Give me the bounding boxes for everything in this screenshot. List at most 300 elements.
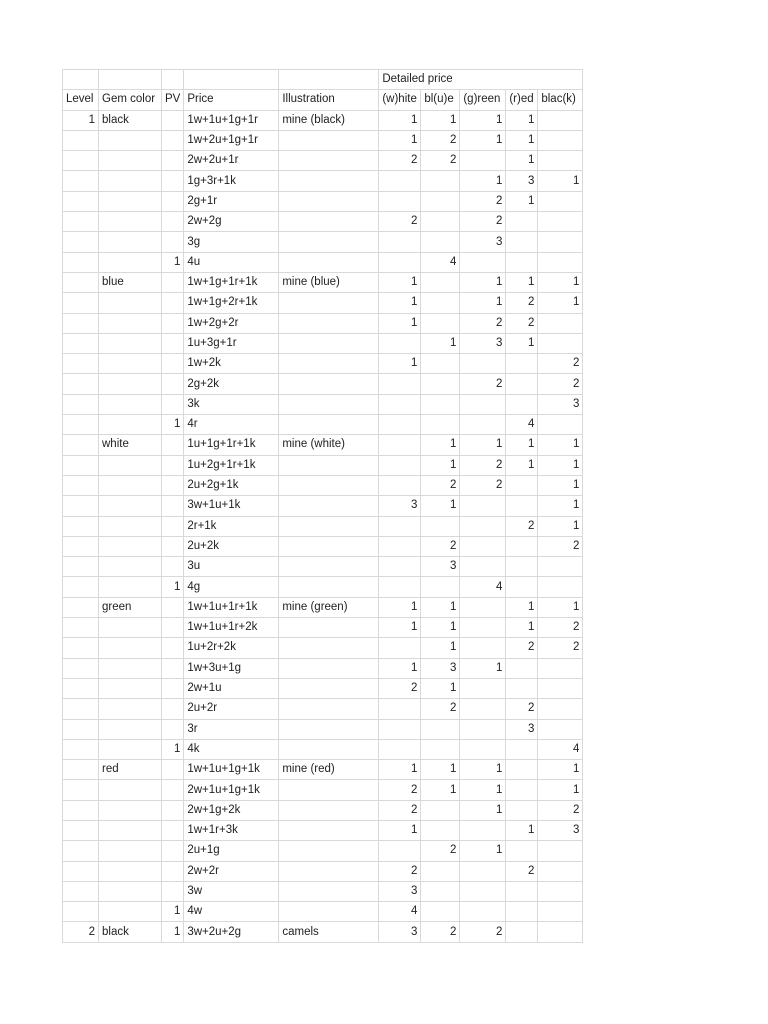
cell-gem-color[interactable] <box>99 536 162 556</box>
cell-gem-color[interactable] <box>99 516 162 536</box>
cell-pv[interactable] <box>162 333 184 353</box>
cell-green[interactable] <box>460 638 506 658</box>
cell-white[interactable]: 1 <box>379 130 421 150</box>
cell-illustration[interactable] <box>279 739 379 759</box>
cell-blue[interactable]: 1 <box>421 435 460 455</box>
cell-green[interactable] <box>460 597 506 617</box>
cell-level[interactable] <box>63 191 99 211</box>
cell-black[interactable]: 1 <box>538 597 583 617</box>
cell-white[interactable]: 1 <box>379 618 421 638</box>
cell-white[interactable]: 1 <box>379 760 421 780</box>
cell-level[interactable] <box>63 313 99 333</box>
cell-black[interactable] <box>538 333 583 353</box>
cell-illustration[interactable] <box>279 171 379 191</box>
cell-level[interactable] <box>63 760 99 780</box>
cell-black[interactable] <box>538 557 583 577</box>
cell-illustration[interactable] <box>279 293 379 313</box>
cell-green[interactable] <box>460 699 506 719</box>
cell-gem-color[interactable] <box>99 475 162 495</box>
cell-green[interactable]: 2 <box>460 922 506 942</box>
cell-illustration[interactable] <box>279 861 379 881</box>
cell-gem-color[interactable] <box>99 678 162 698</box>
cell-gem-color[interactable] <box>99 455 162 475</box>
cell-white[interactable] <box>379 333 421 353</box>
cell-price[interactable]: 2g+1r <box>184 191 279 211</box>
cell-illustration[interactable] <box>279 557 379 577</box>
cell-black[interactable] <box>538 130 583 150</box>
cell-level[interactable] <box>63 719 99 739</box>
cell-blue[interactable] <box>421 739 460 759</box>
cell-level[interactable] <box>63 820 99 840</box>
cell-white[interactable]: 3 <box>379 496 421 516</box>
cell-illustration[interactable] <box>279 618 379 638</box>
cell-price[interactable]: 1w+1u+1r+2k <box>184 618 279 638</box>
cell-gem-color[interactable] <box>99 191 162 211</box>
cell-green[interactable] <box>460 881 506 901</box>
cell-red[interactable]: 1 <box>506 618 538 638</box>
cell-gem-color[interactable] <box>99 212 162 232</box>
cell-gem-color[interactable]: white <box>99 435 162 455</box>
cell-price[interactable]: 1g+3r+1k <box>184 171 279 191</box>
cell-gem-color[interactable] <box>99 374 162 394</box>
cell-white[interactable]: 2 <box>379 678 421 698</box>
cell-green[interactable]: 1 <box>460 760 506 780</box>
cell-price[interactable]: 1w+1r+3k <box>184 820 279 840</box>
cell-red[interactable] <box>506 252 538 272</box>
col-header-black[interactable]: blac(k) <box>538 90 583 110</box>
cell-white[interactable] <box>379 557 421 577</box>
cell-illustration[interactable] <box>279 841 379 861</box>
cell-white[interactable]: 2 <box>379 861 421 881</box>
cell-illustration[interactable] <box>279 313 379 333</box>
cell-blue[interactable] <box>421 577 460 597</box>
cell-price[interactable]: 1u+1g+1r+1k <box>184 435 279 455</box>
cell-price[interactable]: 4g <box>184 577 279 597</box>
cell-gem-color[interactable] <box>99 333 162 353</box>
cell-level[interactable] <box>63 861 99 881</box>
cell-pv[interactable] <box>162 313 184 333</box>
col-header-illustration[interactable]: Illustration <box>279 90 379 110</box>
cell-black[interactable] <box>538 252 583 272</box>
cell-blue[interactable] <box>421 171 460 191</box>
cell-white[interactable]: 1 <box>379 293 421 313</box>
cell-red[interactable] <box>506 394 538 414</box>
cell-pv[interactable]: 1 <box>162 577 184 597</box>
cell-blue[interactable] <box>421 374 460 394</box>
cell-illustration[interactable] <box>279 699 379 719</box>
cell-pv[interactable] <box>162 658 184 678</box>
cell-price[interactable]: 2u+1g <box>184 841 279 861</box>
cell-blue[interactable] <box>421 800 460 820</box>
cell-gem-color[interactable]: red <box>99 760 162 780</box>
cell-price[interactable]: 4r <box>184 415 279 435</box>
cell-level[interactable] <box>63 415 99 435</box>
cell-black[interactable]: 1 <box>538 435 583 455</box>
cell-red[interactable] <box>506 496 538 516</box>
cell-black[interactable]: 1 <box>538 272 583 292</box>
cell-price[interactable]: 1w+2k <box>184 354 279 374</box>
cell-black[interactable]: 1 <box>538 475 583 495</box>
cell-blue[interactable]: 1 <box>421 597 460 617</box>
cell-gem-color[interactable] <box>99 638 162 658</box>
cell-white[interactable] <box>379 638 421 658</box>
cell-blue[interactable] <box>421 902 460 922</box>
cell-level[interactable] <box>63 232 99 252</box>
cell-black[interactable] <box>538 658 583 678</box>
cell-green[interactable]: 3 <box>460 333 506 353</box>
cell-green[interactable] <box>460 394 506 414</box>
cell-gem-color[interactable] <box>99 354 162 374</box>
cell-price[interactable]: 3g <box>184 232 279 252</box>
cell-white[interactable] <box>379 516 421 536</box>
cell-black[interactable] <box>538 191 583 211</box>
cell-price[interactable]: 3r <box>184 719 279 739</box>
cell-illustration[interactable] <box>279 130 379 150</box>
cell-white[interactable] <box>379 475 421 495</box>
cell-gem-color[interactable] <box>99 861 162 881</box>
cell-level[interactable] <box>63 475 99 495</box>
cell-illustration[interactable] <box>279 536 379 556</box>
cell-black[interactable] <box>538 212 583 232</box>
cell-level[interactable]: 2 <box>63 922 99 942</box>
cell-red[interactable] <box>506 475 538 495</box>
cell-white[interactable] <box>379 394 421 414</box>
cell-pv[interactable] <box>162 841 184 861</box>
cell-illustration[interactable]: mine (blue) <box>279 272 379 292</box>
cell-green[interactable] <box>460 536 506 556</box>
cell-red[interactable]: 2 <box>506 293 538 313</box>
cell-price[interactable]: 1w+1u+1r+1k <box>184 597 279 617</box>
cell-pv[interactable]: 1 <box>162 902 184 922</box>
cell-green[interactable]: 1 <box>460 435 506 455</box>
cell-black[interactable]: 1 <box>538 171 583 191</box>
cell-red[interactable]: 1 <box>506 597 538 617</box>
cell-pv[interactable] <box>162 760 184 780</box>
cell-price[interactable]: 3w+2u+2g <box>184 922 279 942</box>
cell-green[interactable]: 4 <box>460 577 506 597</box>
cell-pv[interactable] <box>162 618 184 638</box>
cell-white[interactable]: 1 <box>379 110 421 130</box>
cell-level[interactable] <box>63 130 99 150</box>
cell-illustration[interactable] <box>279 252 379 272</box>
cell-level[interactable] <box>63 354 99 374</box>
cell-pv[interactable] <box>162 881 184 901</box>
cell-blue[interactable]: 2 <box>421 536 460 556</box>
cell-pv[interactable] <box>162 597 184 617</box>
cell[interactable] <box>63 70 99 90</box>
cell-blue[interactable] <box>421 516 460 536</box>
cell-blue[interactable]: 2 <box>421 151 460 171</box>
cell-price[interactable]: 1w+2u+1g+1r <box>184 130 279 150</box>
cell-gem-color[interactable] <box>99 293 162 313</box>
cell-blue[interactable] <box>421 313 460 333</box>
cell-gem-color[interactable]: blue <box>99 272 162 292</box>
cell-white[interactable] <box>379 171 421 191</box>
cell-pv[interactable] <box>162 435 184 455</box>
cell-pv[interactable] <box>162 354 184 374</box>
cell-red[interactable] <box>506 212 538 232</box>
cell-blue[interactable] <box>421 212 460 232</box>
cell-illustration[interactable] <box>279 678 379 698</box>
cell-green[interactable] <box>460 516 506 536</box>
cell-green[interactable]: 2 <box>460 475 506 495</box>
cell-red[interactable] <box>506 536 538 556</box>
cell-green[interactable]: 2 <box>460 313 506 333</box>
col-header-white[interactable]: (w)hite <box>379 90 421 110</box>
cell-red[interactable]: 2 <box>506 861 538 881</box>
cell-blue[interactable] <box>421 881 460 901</box>
cell-illustration[interactable] <box>279 719 379 739</box>
cell-level[interactable] <box>63 333 99 353</box>
cell-white[interactable]: 1 <box>379 658 421 678</box>
cell-green[interactable]: 1 <box>460 130 506 150</box>
cell-illustration[interactable] <box>279 151 379 171</box>
cell-white[interactable] <box>379 435 421 455</box>
cell-level[interactable] <box>63 272 99 292</box>
cell-pv[interactable] <box>162 130 184 150</box>
cell-black[interactable]: 2 <box>538 536 583 556</box>
cell-level[interactable] <box>63 638 99 658</box>
cell-blue[interactable] <box>421 293 460 313</box>
cell-price[interactable]: 2w+2r <box>184 861 279 881</box>
cell-red[interactable] <box>506 922 538 942</box>
cell-pv[interactable] <box>162 516 184 536</box>
cell-pv[interactable] <box>162 394 184 414</box>
cell-price[interactable]: 2w+1g+2k <box>184 800 279 820</box>
cell-level[interactable] <box>63 577 99 597</box>
cell-level[interactable] <box>63 841 99 861</box>
cell-pv[interactable] <box>162 475 184 495</box>
cell-illustration[interactable] <box>279 902 379 922</box>
cell-black[interactable]: 3 <box>538 394 583 414</box>
cell-blue[interactable]: 1 <box>421 678 460 698</box>
cell-red[interactable] <box>506 374 538 394</box>
cell-black[interactable] <box>538 881 583 901</box>
cell-white[interactable]: 1 <box>379 354 421 374</box>
cell-gem-color[interactable]: black <box>99 110 162 130</box>
cell-illustration[interactable] <box>279 577 379 597</box>
cell-black[interactable] <box>538 861 583 881</box>
cell-price[interactable]: 1w+1g+2r+1k <box>184 293 279 313</box>
cell-blue[interactable] <box>421 272 460 292</box>
cell-white[interactable]: 1 <box>379 272 421 292</box>
cell-price[interactable]: 1u+2g+1r+1k <box>184 455 279 475</box>
cell-blue[interactable] <box>421 394 460 414</box>
cell-level[interactable] <box>63 374 99 394</box>
cell-gem-color[interactable] <box>99 313 162 333</box>
cell-level[interactable] <box>63 902 99 922</box>
cell-blue[interactable]: 2 <box>421 841 460 861</box>
cell-red[interactable]: 2 <box>506 699 538 719</box>
cell-green[interactable]: 1 <box>460 293 506 313</box>
cell-red[interactable] <box>506 232 538 252</box>
cell-gem-color[interactable] <box>99 252 162 272</box>
cell-level[interactable] <box>63 516 99 536</box>
cell-white[interactable]: 2 <box>379 780 421 800</box>
cell-price[interactable]: 1w+2g+2r <box>184 313 279 333</box>
cell-black[interactable]: 2 <box>538 354 583 374</box>
cell-red[interactable] <box>506 658 538 678</box>
cell-pv[interactable] <box>162 171 184 191</box>
cell-pv[interactable] <box>162 719 184 739</box>
col-header-green[interactable]: (g)reen <box>460 90 506 110</box>
cell-white[interactable] <box>379 719 421 739</box>
cell[interactable] <box>162 70 184 90</box>
cell-red[interactable] <box>506 841 538 861</box>
cell-blue[interactable] <box>421 820 460 840</box>
cell-level[interactable] <box>63 800 99 820</box>
cell-price[interactable]: 2w+1u+1g+1k <box>184 780 279 800</box>
cell-gem-color[interactable] <box>99 658 162 678</box>
cell-level[interactable] <box>63 658 99 678</box>
cell-green[interactable] <box>460 719 506 739</box>
cell-white[interactable]: 1 <box>379 597 421 617</box>
cell-green[interactable]: 2 <box>460 212 506 232</box>
cell-level[interactable] <box>63 780 99 800</box>
cell-illustration[interactable] <box>279 516 379 536</box>
cell-blue[interactable]: 1 <box>421 760 460 780</box>
cell-green[interactable] <box>460 739 506 759</box>
cell-white[interactable] <box>379 699 421 719</box>
cell-price[interactable]: 1w+1g+1r+1k <box>184 272 279 292</box>
cell-black[interactable] <box>538 232 583 252</box>
cell-blue[interactable] <box>421 232 460 252</box>
cell-red[interactable]: 4 <box>506 415 538 435</box>
cell-red[interactable]: 3 <box>506 719 538 739</box>
cell-white[interactable]: 2 <box>379 151 421 171</box>
cell-blue[interactable]: 4 <box>421 252 460 272</box>
cell-blue[interactable] <box>421 354 460 374</box>
cell-white[interactable]: 4 <box>379 902 421 922</box>
cell-illustration[interactable] <box>279 232 379 252</box>
cell-pv[interactable] <box>162 699 184 719</box>
cell-black[interactable] <box>538 719 583 739</box>
cell-level[interactable]: 1 <box>63 110 99 130</box>
cell[interactable] <box>184 70 279 90</box>
cell-illustration[interactable] <box>279 394 379 414</box>
cell-green[interactable]: 1 <box>460 110 506 130</box>
cell-green[interactable]: 2 <box>460 374 506 394</box>
cell-red[interactable] <box>506 557 538 577</box>
cell-illustration[interactable] <box>279 212 379 232</box>
cell-gem-color[interactable] <box>99 577 162 597</box>
cell-red[interactable] <box>506 577 538 597</box>
cell-level[interactable] <box>63 496 99 516</box>
col-header-price[interactable]: Price <box>184 90 279 110</box>
cell-blue[interactable]: 1 <box>421 333 460 353</box>
cell-black[interactable]: 2 <box>538 800 583 820</box>
col-header-red[interactable]: (r)ed <box>506 90 538 110</box>
cell-price[interactable]: 2u+2r <box>184 699 279 719</box>
cell-illustration[interactable] <box>279 354 379 374</box>
cell-blue[interactable] <box>421 719 460 739</box>
cell-pv[interactable] <box>162 272 184 292</box>
cell-level[interactable] <box>63 435 99 455</box>
cell-pv[interactable] <box>162 110 184 130</box>
cell-blue[interactable]: 1 <box>421 496 460 516</box>
col-header-level[interactable]: Level <box>63 90 99 110</box>
cell-red[interactable] <box>506 780 538 800</box>
cell-white[interactable] <box>379 739 421 759</box>
cell-pv[interactable] <box>162 496 184 516</box>
cell-illustration[interactable] <box>279 800 379 820</box>
cell-gem-color[interactable] <box>99 151 162 171</box>
cell-price[interactable]: 1u+2r+2k <box>184 638 279 658</box>
cell-level[interactable] <box>63 293 99 313</box>
cell-illustration[interactable]: mine (white) <box>279 435 379 455</box>
cell-pv[interactable] <box>162 293 184 313</box>
cell-white[interactable] <box>379 455 421 475</box>
cell-red[interactable]: 1 <box>506 110 538 130</box>
cell-pv[interactable]: 1 <box>162 922 184 942</box>
cell-blue[interactable]: 2 <box>421 475 460 495</box>
cell-green[interactable] <box>460 678 506 698</box>
cell-gem-color[interactable] <box>99 232 162 252</box>
cell-illustration[interactable] <box>279 820 379 840</box>
cell-level[interactable] <box>63 881 99 901</box>
cell-green[interactable]: 2 <box>460 455 506 475</box>
cell-pv[interactable]: 1 <box>162 739 184 759</box>
cell-white[interactable]: 1 <box>379 820 421 840</box>
cell-pv[interactable] <box>162 536 184 556</box>
cell-gem-color[interactable] <box>99 719 162 739</box>
cell-black[interactable]: 1 <box>538 496 583 516</box>
cell-white[interactable]: 1 <box>379 313 421 333</box>
cell-red[interactable] <box>506 902 538 922</box>
cell-red[interactable] <box>506 881 538 901</box>
cell-level[interactable] <box>63 252 99 272</box>
cell-pv[interactable] <box>162 212 184 232</box>
cell-red[interactable] <box>506 354 538 374</box>
cell-green[interactable] <box>460 557 506 577</box>
cell-black[interactable]: 1 <box>538 760 583 780</box>
cell-white[interactable] <box>379 232 421 252</box>
cell-gem-color[interactable] <box>99 496 162 516</box>
cell-level[interactable] <box>63 394 99 414</box>
cell-level[interactable] <box>63 597 99 617</box>
cell-gem-color[interactable] <box>99 699 162 719</box>
cell-gem-color[interactable] <box>99 618 162 638</box>
cell-red[interactable]: 2 <box>506 313 538 333</box>
cell-level[interactable] <box>63 557 99 577</box>
cell-white[interactable] <box>379 577 421 597</box>
cell-black[interactable] <box>538 313 583 333</box>
cell-pv[interactable]: 1 <box>162 415 184 435</box>
cell-gem-color[interactable] <box>99 800 162 820</box>
cell-illustration[interactable]: camels <box>279 922 379 942</box>
cell-white[interactable]: 2 <box>379 800 421 820</box>
cell-pv[interactable] <box>162 557 184 577</box>
cell-level[interactable] <box>63 455 99 475</box>
cell-price[interactable]: 1w+1u+1g+1r <box>184 110 279 130</box>
cell-black[interactable]: 1 <box>538 455 583 475</box>
cell-illustration[interactable] <box>279 191 379 211</box>
cell-blue[interactable]: 2 <box>421 699 460 719</box>
cell-pv[interactable] <box>162 820 184 840</box>
cell-black[interactable]: 2 <box>538 374 583 394</box>
cell-pv[interactable] <box>162 861 184 881</box>
cell-green[interactable] <box>460 496 506 516</box>
cell-blue[interactable] <box>421 861 460 881</box>
cell-price[interactable]: 4w <box>184 902 279 922</box>
cell-illustration[interactable] <box>279 415 379 435</box>
cell-pv[interactable] <box>162 232 184 252</box>
cell-green[interactable] <box>460 618 506 638</box>
cell-price[interactable]: 1w+1u+1g+1k <box>184 760 279 780</box>
cell-red[interactable]: 2 <box>506 638 538 658</box>
cell-black[interactable]: 3 <box>538 820 583 840</box>
cell-green[interactable] <box>460 861 506 881</box>
